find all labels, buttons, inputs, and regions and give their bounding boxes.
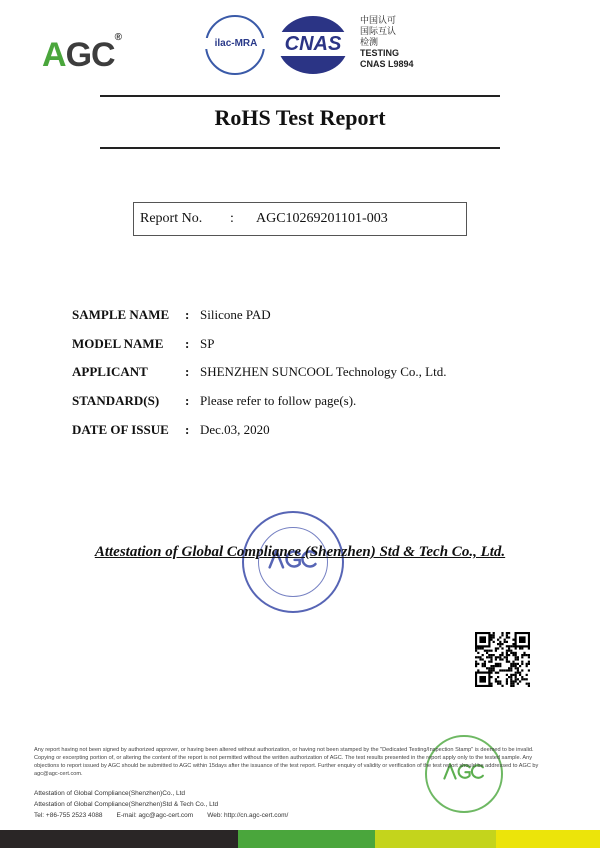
email-link[interactable]: E-mail: agc@agc-cert.com xyxy=(116,812,194,819)
field-value: SHENZHEN SUNCOOL Technology Co., Ltd. xyxy=(200,364,447,380)
field-label: SAMPLE NAME xyxy=(72,307,170,322)
footer-bar-green xyxy=(238,830,375,848)
colon: : xyxy=(185,421,190,437)
cnas-accreditation-text: 中国认可 国际互认 检测 TESTING CNAS L9894 xyxy=(360,15,414,69)
colon: : xyxy=(230,211,234,226)
colon: : xyxy=(185,307,190,322)
qr-code[interactable] xyxy=(475,632,530,687)
field-label: STANDARD(S) xyxy=(72,393,160,409)
website-link[interactable]: Web: http://cn.agc-cert.com/ xyxy=(207,812,289,819)
footer-bar-lime xyxy=(375,830,496,848)
disclaimer-text: Any report having not been signed by authorized approver, or having been altered without authorization, or having not been stamped by the "Dedicated Testing/Inspection Stamp" is deemed to be invalid. Copying or excerpting portion of, or altering the content of the report is not permitted without the written authorization of AGC. The test results presented in the report apply only to the tested sample. Any objections to report issued by AGC should be submitted to AGC within 15days after the issuance of the test report. Further enquiry of validity or verification of the test report should be addressed to AGC by agc@agc-cert.com. xyxy=(34,747,539,777)
field-value: Dec.03, 2020 xyxy=(200,421,270,437)
field-value: Please refer to follow page(s). xyxy=(200,393,357,409)
attestation-company-name: Attestation of Global Compliance (Shenzhen) Std & Tech Co., Ltd. xyxy=(94,544,506,560)
company-line-1: Attestation of Global Compliance(Shenzhen)Co., Ltd xyxy=(34,790,186,797)
field-value: Silicone PAD xyxy=(200,307,271,322)
footer-bar-yellow xyxy=(496,830,600,848)
field-label: DATE OF ISSUE xyxy=(72,421,169,437)
company-seal-stamp xyxy=(242,511,344,613)
company-line-2: Attestation of Global Compliance(Shenzhen)Std & Tech Co., Ltd xyxy=(34,801,219,808)
colon: : xyxy=(185,393,190,409)
field-value: SP xyxy=(200,335,215,351)
report-number-value: AGC10269201101-003 xyxy=(256,211,388,226)
page-title: RoHS Test Report xyxy=(214,105,386,130)
telephone: Tel: +86-755 2523 4088 xyxy=(34,812,103,819)
title-top-rule xyxy=(100,95,500,97)
agc-logo: AGC® xyxy=(42,31,121,74)
contact-info xyxy=(34,788,302,821)
ilac-mra-logo: ilac-MRA xyxy=(205,15,265,75)
report-number-label: Report No. xyxy=(140,211,203,226)
colon: : xyxy=(185,364,190,380)
colon: : xyxy=(185,335,190,351)
footer-bar-black xyxy=(0,830,238,848)
field-label: MODEL NAME xyxy=(72,335,164,351)
cnas-logo: CNAS xyxy=(278,16,348,74)
report-number-box xyxy=(133,202,467,236)
title-bottom-rule xyxy=(100,147,500,149)
field-label: APPLICANT xyxy=(72,364,148,380)
